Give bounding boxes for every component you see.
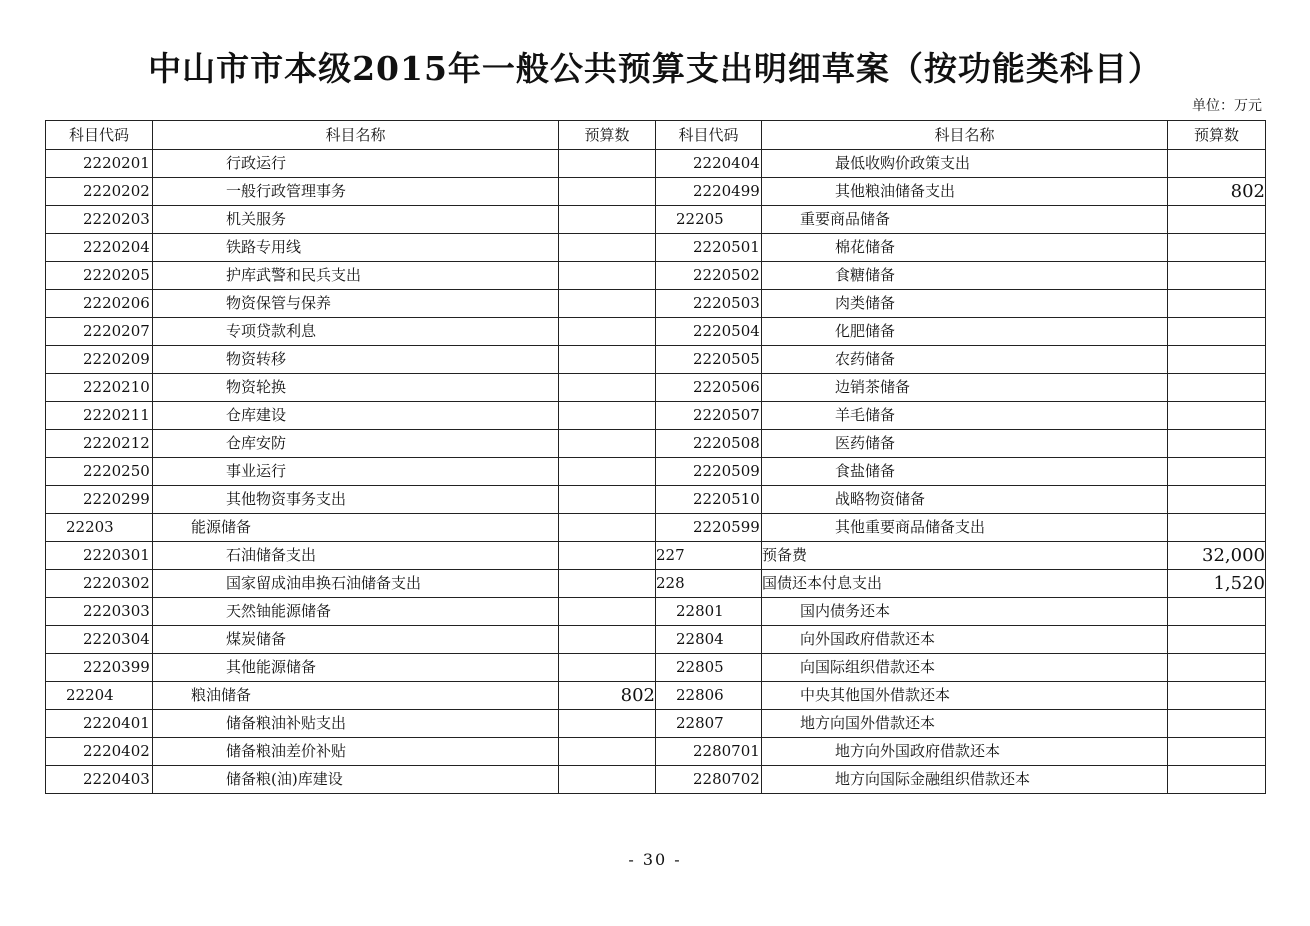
- table-row: [46, 206, 1266, 234]
- table-row: [46, 486, 1266, 514]
- subject-code: 2220299: [46, 486, 153, 514]
- table-row: [46, 178, 1266, 206]
- budget-amount-right: [1168, 738, 1266, 766]
- subject-name-right: 边销茶储备: [762, 374, 1168, 402]
- subject-code-right: 2220503: [656, 290, 762, 318]
- subject-name: 物资转移: [153, 346, 559, 374]
- subject-name-right: 预备费: [762, 542, 1168, 570]
- table-row: [46, 514, 1266, 542]
- subject-name: 铁路专用线: [153, 234, 559, 262]
- subject-name-right: 中央其他国外借款还本: [762, 682, 1168, 710]
- subject-name: 天然铀能源储备: [153, 598, 559, 626]
- budget-amount-right: [1168, 234, 1266, 262]
- budget-amount-right: [1168, 374, 1266, 402]
- table-header-row: [46, 121, 1266, 150]
- budget-amount-right: [1168, 766, 1266, 794]
- budget-amount-right: [1168, 626, 1266, 654]
- budget-amount: [559, 290, 656, 318]
- header-amount-right: 预算数: [1168, 121, 1266, 150]
- subject-name: 事业运行: [153, 458, 559, 486]
- subject-code-right: 22205: [656, 206, 762, 234]
- header-code-right: 科目代码: [656, 121, 762, 150]
- budget-amount: [559, 766, 656, 794]
- subject-code-right: 2220507: [656, 402, 762, 430]
- budget-amount: [559, 738, 656, 766]
- budget-amount: [559, 486, 656, 514]
- subject-code-right: 2220510: [656, 486, 762, 514]
- budget-amount: [559, 598, 656, 626]
- subject-name-right: 重要商品储备: [762, 206, 1168, 234]
- subject-name-right: 国债还本付息支出: [762, 570, 1168, 598]
- header-name: 科目名称: [153, 121, 559, 150]
- subject-code: 2220302: [46, 570, 153, 598]
- budget-amount-right: [1168, 318, 1266, 346]
- budget-amount-right: 32,000: [1168, 542, 1266, 570]
- table-row: [46, 402, 1266, 430]
- subject-name: 粮油储备: [153, 682, 559, 710]
- table-row: [46, 150, 1266, 178]
- subject-code: 2220205: [46, 262, 153, 290]
- budget-amount: [559, 626, 656, 654]
- subject-code: 2220211: [46, 402, 153, 430]
- subject-code-right: 22807: [656, 710, 762, 738]
- budget-amount: [559, 234, 656, 262]
- budget-amount-right: 802: [1168, 178, 1266, 206]
- table-row: [46, 682, 1266, 710]
- budget-amount: [559, 346, 656, 374]
- budget-table: [45, 120, 1266, 794]
- header-code: 科目代码: [46, 121, 153, 150]
- subject-name-right: 最低收购价政策支出: [762, 150, 1168, 178]
- table-row: [46, 710, 1266, 738]
- subject-name-right: 向外国政府借款还本: [762, 626, 1168, 654]
- budget-amount: [559, 430, 656, 458]
- subject-name-right: 国内债务还本: [762, 598, 1168, 626]
- budget-amount: [559, 402, 656, 430]
- subject-code-right: 2220505: [656, 346, 762, 374]
- subject-code: 2220303: [46, 598, 153, 626]
- subject-code: 2220207: [46, 318, 153, 346]
- budget-amount-right: [1168, 598, 1266, 626]
- table-row: [46, 430, 1266, 458]
- budget-amount-right: [1168, 458, 1266, 486]
- budget-amount: [559, 514, 656, 542]
- budget-amount: 802: [559, 682, 656, 710]
- budget-amount: [559, 458, 656, 486]
- subject-name: 储备粮(油)库建设: [153, 766, 559, 794]
- table-row: [46, 598, 1266, 626]
- budget-amount-right: [1168, 346, 1266, 374]
- budget-amount: [559, 178, 656, 206]
- subject-code: 2220401: [46, 710, 153, 738]
- subject-name: 能源储备: [153, 514, 559, 542]
- table-row: [46, 290, 1266, 318]
- subject-code-right: 2220599: [656, 514, 762, 542]
- subject-name-right: 战略物资储备: [762, 486, 1168, 514]
- budget-amount: [559, 374, 656, 402]
- subject-name-right: 向国际组织借款还本: [762, 654, 1168, 682]
- subject-code-right: 22801: [656, 598, 762, 626]
- subject-name: 石油储备支出: [153, 542, 559, 570]
- subject-code-right: 22805: [656, 654, 762, 682]
- subject-name: 专项贷款利息: [153, 318, 559, 346]
- subject-code-right: 22806: [656, 682, 762, 710]
- subject-code-right: 2220509: [656, 458, 762, 486]
- table-row: [46, 262, 1266, 290]
- subject-name: 煤炭储备: [153, 626, 559, 654]
- subject-code: 2220202: [46, 178, 153, 206]
- subject-code-right: 2220499: [656, 178, 762, 206]
- budget-amount-right: [1168, 402, 1266, 430]
- subject-code: 2220201: [46, 150, 153, 178]
- subject-code: 2220403: [46, 766, 153, 794]
- budget-amount-right: [1168, 486, 1266, 514]
- subject-code-right: 2220506: [656, 374, 762, 402]
- subject-code-right: 2220501: [656, 234, 762, 262]
- budget-amount: [559, 262, 656, 290]
- table-row: [46, 318, 1266, 346]
- subject-code: 2220210: [46, 374, 153, 402]
- subject-name-right: 其他重要商品储备支出: [762, 514, 1168, 542]
- subject-code: 2220204: [46, 234, 153, 262]
- table-row: [46, 234, 1266, 262]
- subject-name-right: 肉类储备: [762, 290, 1168, 318]
- table-row: [46, 626, 1266, 654]
- page-number: - 30 -: [628, 850, 682, 869]
- subject-code: 2220304: [46, 626, 153, 654]
- budget-amount: [559, 654, 656, 682]
- subject-code-right: 2280701: [656, 738, 762, 766]
- budget-amount: [559, 318, 656, 346]
- table-row: [46, 542, 1266, 570]
- subject-name-right: 食盐储备: [762, 458, 1168, 486]
- subject-name-right: 地方向外国政府借款还本: [762, 738, 1168, 766]
- budget-amount: [559, 570, 656, 598]
- subject-code: 2220402: [46, 738, 153, 766]
- unit-label: 单位：万元: [1192, 98, 1262, 114]
- subject-code-right: 2220404: [656, 150, 762, 178]
- budget-amount-right: [1168, 682, 1266, 710]
- table-row: [46, 458, 1266, 486]
- budget-amount-right: [1168, 150, 1266, 178]
- subject-name-right: 化肥储备: [762, 318, 1168, 346]
- table-row: [46, 654, 1266, 682]
- subject-name: 其他物资事务支出: [153, 486, 559, 514]
- subject-name-right: 农药储备: [762, 346, 1168, 374]
- subject-name: 物资轮换: [153, 374, 559, 402]
- subject-code-right: 227: [656, 542, 762, 570]
- subject-code-right: 2220508: [656, 430, 762, 458]
- table-row: [46, 374, 1266, 402]
- budget-amount: [559, 206, 656, 234]
- subject-name-right: 棉花储备: [762, 234, 1168, 262]
- budget-amount: [559, 710, 656, 738]
- subject-name-right: 羊毛储备: [762, 402, 1168, 430]
- subject-code: 2220212: [46, 430, 153, 458]
- budget-amount-right: [1168, 262, 1266, 290]
- table-row: [46, 570, 1266, 598]
- subject-name-right: 其他粮油储备支出: [762, 178, 1168, 206]
- subject-name: 储备粮油差价补贴: [153, 738, 559, 766]
- budget-amount: [559, 150, 656, 178]
- subject-name: 机关服务: [153, 206, 559, 234]
- table-row: [46, 766, 1266, 794]
- subject-name: 护库武警和民兵支出: [153, 262, 559, 290]
- subject-code: 2220250: [46, 458, 153, 486]
- subject-name: 物资保管与保养: [153, 290, 559, 318]
- subject-code-right: 22804: [656, 626, 762, 654]
- subject-code: 22203: [46, 514, 153, 542]
- header-name-right: 科目名称: [762, 121, 1168, 150]
- subject-code-right: 2220504: [656, 318, 762, 346]
- subject-code: 2220203: [46, 206, 153, 234]
- page-title: 中山市市本级2015年一般公共预算支出明细草案（按功能类科目）: [148, 49, 1162, 88]
- subject-code: 2220301: [46, 542, 153, 570]
- budget-amount-right: 1,520: [1168, 570, 1266, 598]
- budget-amount-right: [1168, 206, 1266, 234]
- budget-amount-right: [1168, 514, 1266, 542]
- budget-amount-right: [1168, 290, 1266, 318]
- table-row: [46, 346, 1266, 374]
- subject-code-right: 228: [656, 570, 762, 598]
- header-amount: 预算数: [559, 121, 656, 150]
- subject-name: 储备粮油补贴支出: [153, 710, 559, 738]
- subject-name: 一般行政管理事务: [153, 178, 559, 206]
- subject-code: 2220399: [46, 654, 153, 682]
- subject-name-right: 食糖储备: [762, 262, 1168, 290]
- subject-code-right: 2220502: [656, 262, 762, 290]
- budget-amount-right: [1168, 430, 1266, 458]
- subject-code: 22204: [46, 682, 153, 710]
- subject-name-right: 地方向国外借款还本: [762, 710, 1168, 738]
- budget-amount-right: [1168, 654, 1266, 682]
- subject-name-right: 地方向国际金融组织借款还本: [762, 766, 1168, 794]
- subject-name: 仓库安防: [153, 430, 559, 458]
- subject-name-right: 医药储备: [762, 430, 1168, 458]
- subject-code-right: 2280702: [656, 766, 762, 794]
- subject-name: 国家留成油串换石油储备支出: [153, 570, 559, 598]
- budget-amount: [559, 542, 656, 570]
- subject-code: 2220209: [46, 346, 153, 374]
- subject-code: 2220206: [46, 290, 153, 318]
- table-row: [46, 738, 1266, 766]
- subject-name: 行政运行: [153, 150, 559, 178]
- subject-name: 其他能源储备: [153, 654, 559, 682]
- subject-name: 仓库建设: [153, 402, 559, 430]
- budget-amount-right: [1168, 710, 1266, 738]
